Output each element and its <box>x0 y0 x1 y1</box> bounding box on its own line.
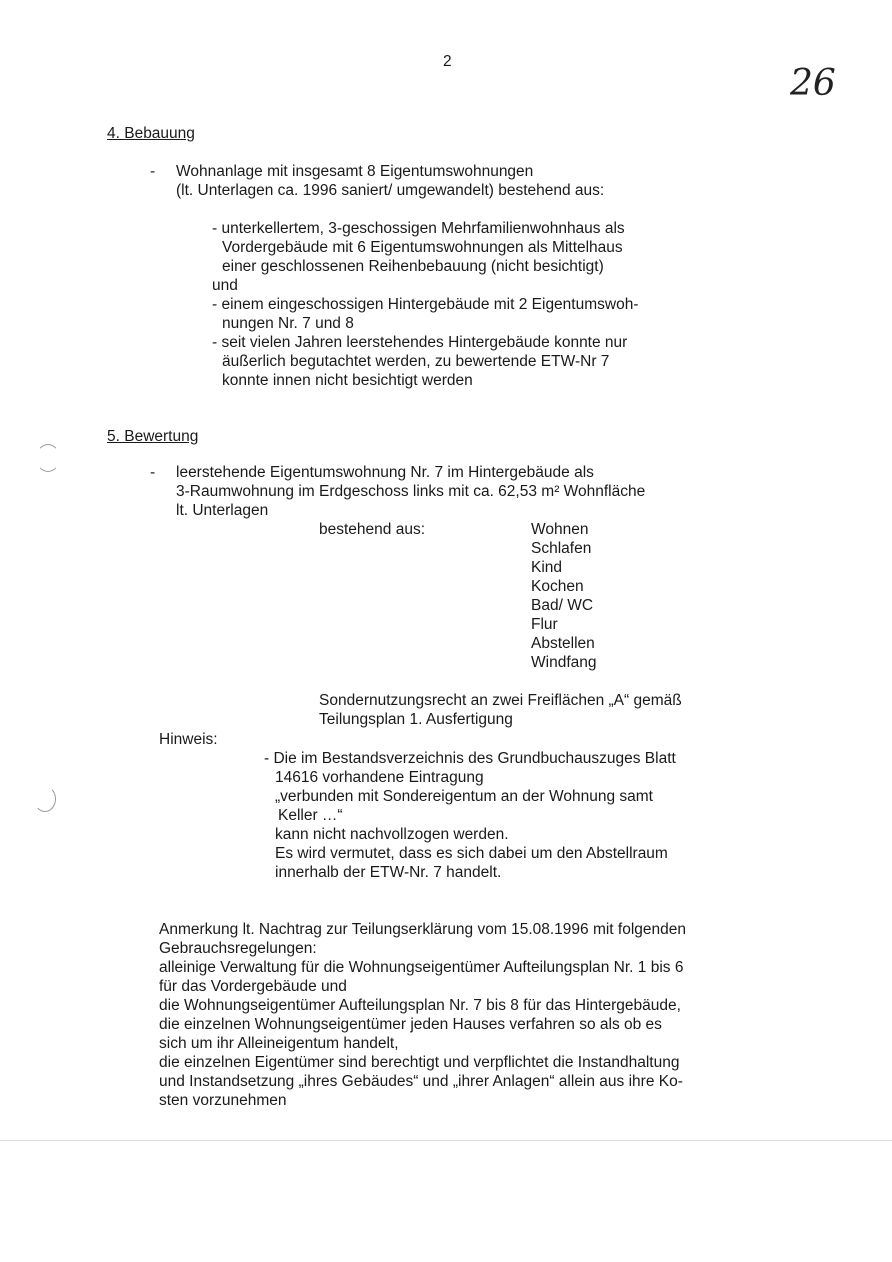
text-line: Sondernutzungsrecht an zwei Freiflächen „A“ gemäß <box>319 692 682 709</box>
punch-hole-mark <box>34 786 56 812</box>
section-5-intro <box>176 463 645 520</box>
text-line: (lt. Unterlagen ca. 1996 saniert/ umgewandelt) bestehend aus: <box>176 182 605 199</box>
punch-hole-mark <box>36 444 60 472</box>
list-item-line: einer geschlossenen Reihenbebauung (nicht besichtigt) <box>222 258 604 275</box>
text-line: die einzelnen Eigentümer sind berechtigt und verpflichtet die Instandhaltung <box>159 1054 680 1071</box>
page-number: 2 <box>443 53 452 70</box>
section-4-intro <box>176 162 604 200</box>
text-line: die Wohnungseigentümer Aufteilungsplan Nr. 7 bis 8 für das Hintergebäude, <box>159 997 681 1014</box>
list-item-line: - unterkellertem, 3-geschossigen Mehrfamilienwohnhaus als <box>212 220 625 237</box>
section-4-heading: 4. Bebauung <box>107 125 195 142</box>
text-line: alleinige Verwaltung für die Wohnungseigentümer Aufteilungsplan Nr. 1 bis 6 <box>159 959 684 976</box>
handwritten-page-number: 26 <box>790 63 836 104</box>
room-item: Kochen <box>531 578 584 595</box>
text-line: kann nicht nachvollzogen werden. <box>275 826 509 843</box>
text-line: Es wird vermutet, dass es sich dabei um den Abstellraum <box>275 845 668 862</box>
list-item-line: nungen Nr. 7 und 8 <box>222 315 354 332</box>
section-4-list <box>212 219 639 390</box>
text-line: 14616 vorhandene Eintragung <box>275 769 484 786</box>
text-line: Wohnanlage mit insgesamt 8 Eigentumswohnungen <box>176 163 534 180</box>
text-line: 3-Raumwohnung im Erdgeschoss links mit ca. 62,53 m² Wohnfläche <box>176 483 646 500</box>
room-item: Kind <box>531 559 563 576</box>
text-line: sich um ihr Alleineigentum handelt, <box>159 1035 399 1052</box>
text-line: Anmerkung lt. Nachtrag zur Teilungserklärung vom 15.08.1996 mit folgenden <box>159 921 687 938</box>
room-item: Abstellen <box>531 635 595 652</box>
text-line: lt. Unterlagen <box>176 502 269 519</box>
hint-text <box>264 749 676 882</box>
text-line: und Instandsetzung „ihres Gebäudes“ und „ihrer Anlagen“ allein aus ihre Ko- <box>159 1073 683 1090</box>
list-item-line: - seit vielen Jahren leerstehendes Hintergebäude konnte nur <box>212 334 628 351</box>
text-line: Teilungsplan 1. Ausfertigung <box>319 711 513 728</box>
section-5-dash: - <box>150 464 156 481</box>
room-item: Schlafen <box>531 540 592 557</box>
text-line: Keller …“ <box>278 807 343 824</box>
room-item: Windfang <box>531 654 597 671</box>
text-line: - Die im Bestandsverzeichnis des Grundbuchauszuges Blatt <box>264 750 676 767</box>
text-line: für das Vordergebäude und <box>159 978 347 995</box>
room-list <box>531 520 596 672</box>
section-5-heading: 5. Bewertung <box>107 428 199 445</box>
text-line: sten vorzunehmen <box>159 1092 287 1109</box>
special-use-right <box>319 691 682 729</box>
scan-edge-line <box>0 1140 892 1141</box>
text-line: „verbunden mit Sondereigentum an der Wohnung samt <box>275 788 653 805</box>
text-line: Gebrauchsregelungen: <box>159 940 317 957</box>
section-4-dash: - <box>150 163 156 180</box>
remark-paragraph <box>159 920 686 1110</box>
list-item-line: äußerlich begutachtet werden, zu bewertende ETW-Nr 7 <box>222 353 610 370</box>
list-item-line: konnte innen nicht besichtigt werden <box>222 372 473 389</box>
text-line: innerhalb der ETW-Nr. 7 handelt. <box>275 864 502 881</box>
rooms-label: bestehend aus: <box>319 521 426 538</box>
list-item-line: Vordergebäude mit 6 Eigentumswohnungen als Mittelhaus <box>222 239 623 256</box>
room-item: Wohnen <box>531 521 589 538</box>
hint-label: Hinweis: <box>159 731 218 748</box>
room-item: Flur <box>531 616 558 633</box>
text-line: die einzelnen Wohnungseigentümer jeden Hauses verfahren so als ob es <box>159 1016 662 1033</box>
list-connector: und <box>212 277 238 294</box>
list-item-line: - einem eingeschossigen Hintergebäude mit 2 Eigentumswoh- <box>212 296 639 313</box>
room-item: Bad/ WC <box>531 597 594 614</box>
text-line: leerstehende Eigentumswohnung Nr. 7 im Hintergebäude als <box>176 464 594 481</box>
